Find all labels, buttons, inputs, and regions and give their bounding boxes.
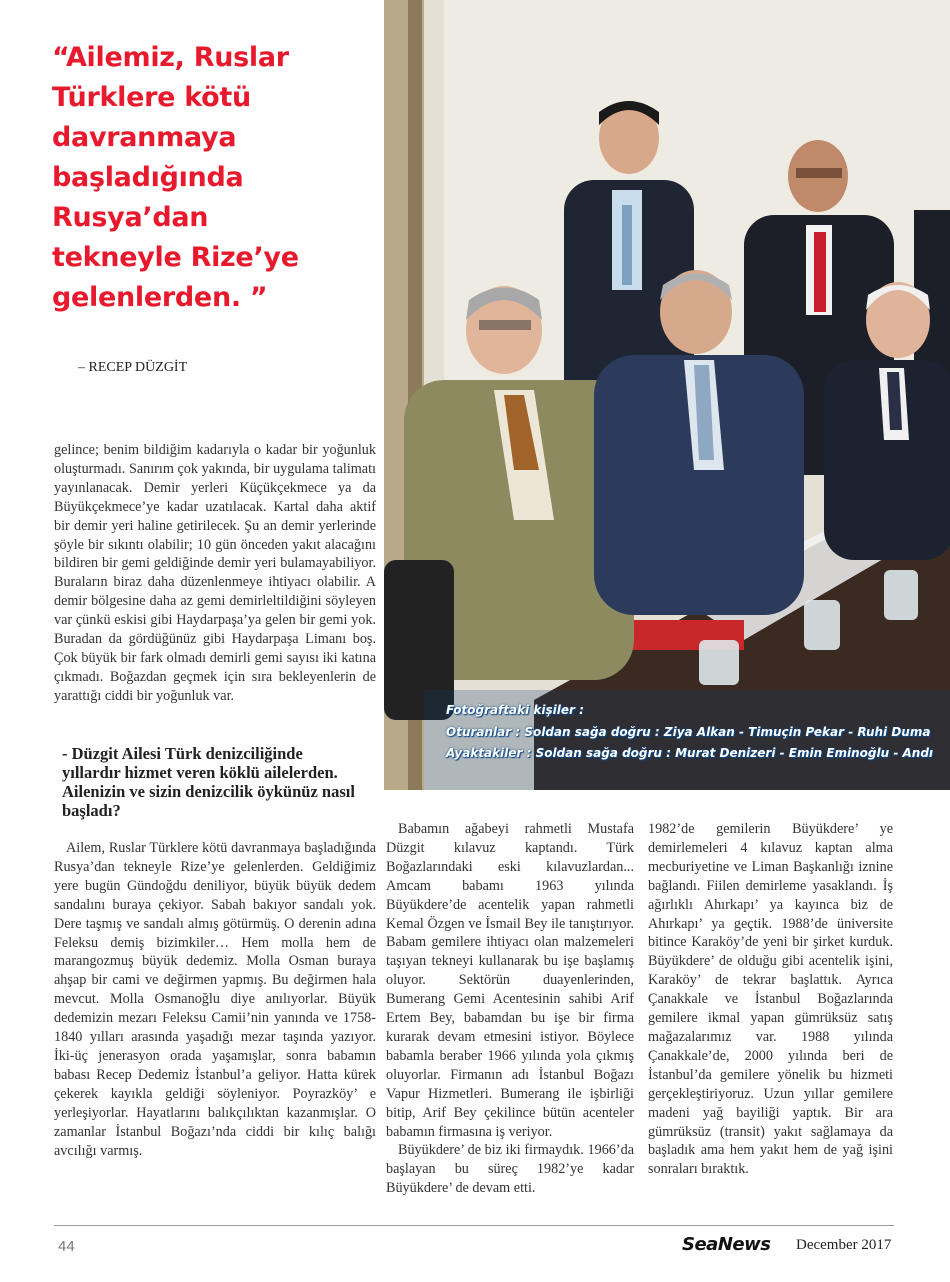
quote-attribution: – RECEP DÜZGİT — [78, 360, 188, 375]
group-photo-illustration — [384, 0, 950, 790]
article-paragraph: Babamın ağabeyi rahmetli Mustafa Düzgit kılavuz kaptandı. Türk Boğazlarındaki eski kılavuzlardan... Amcam babamı 1963 yılında Büyükdere’de acentelik yapan rahmetli Kemal Özgen ve İsmail Bey ile tanıştırıyor. Babam gemilere ihtiyacı olan malzemeleri taşıyan tekneyi kullanarak bu işe başlamış oluyor. Sektörün duayenlerinden, Bumerang Gemi Acentesinin sahibi Arif Ertem Bey, babamdan bu işe bir firma kurarak devam etmesini istiyor. Böylece babamla beraber 1966 yılında yola çıkmış oluyorlar. Firmanın adı İstanbul Boğazı Vapur Hizmetleri. Bumerang ile işbirliği bitip, Arif Bey çekilince bütün acenteler babamın firmasına iş veriyor. — [386, 821, 634, 1140]
page-number: 44 — [58, 1238, 75, 1255]
group-photo — [384, 0, 950, 790]
article-column-2 — [386, 820, 634, 1198]
article-paragraph: Ailem, Ruslar Türklere kötü davranmaya başladığında Rusya’dan tekneyle Rize’ye gelenlerden. Geldiğimiz yere bugün Gündoğdu deniliyor, büyük büyük dedem sandalını buraya çekiyor. Sabah bakıyor sandalı yok. Dere taşmış ve sandalı almış götürmüş. O derenin adına Feleksu demiş bizimkiler… Hem molla hem de marangozmuş büyük dedemiz. Molla Osman buraya ahşap bir cami ve değirmen yapmış. Bu değirmen hala mevcut. Molla Osmanoğlu diye anılıyorlar. Büyük dedemizin mezarı Feleksu Camii’nin yanında ve 1758-1840 yılları arasında yaşadığı mezar taşında yazıyor. İki-üç jenerasyon orada yaşamışlar, sonra babamın babası Recep Dedemiz İstanbul’a geliyor. Hatta kürek çekerek kayıkla geldiği söyleniyor. Poyrazköy’ e yerleşiyorlar. Hayatlarını balıkçılıktan kazanmışlar. O zamanlar İstanbul Boğazı’nda ciddi bir kılıç balığı avcılığı varmış. — [54, 840, 376, 1159]
article-column-3 — [648, 820, 893, 1179]
photo-caption-standing: Ayaktakiler : Soldan sağa doğru : Murat Denizeri - Emin Eminoğlu - Andı — [446, 746, 934, 760]
footer-divider — [54, 1225, 894, 1226]
article-paragraph: 1982’de gemilerin Büyükdere’ ye demirlemeleri 4 kılavuz kaptan alma mecburiyetine ve Liman Başkanlığı iznine bağlandı. Fiilen demirleme yasaklandı. İş ağırlıklı Ahırkapı’ ya kayınca biz de Ahırkapı’ ya geçtik. 1988’de üniversite bitince Karaköy’de yeni bir şirket kurduk. Büyükdere’ de olduğu gibi acentelik işini, Karaköy’ de tekrar başlattık. Ayrıca Çanakkale ve İstanbul Boğazlarında gemilere ikmal yapan gümrüksüz satış mağazalarımız var. 1988 yılında Çanakkale’de, 2000 yılında beri de İstanbul’da gemilere yönelik bu hizmeti gerçekleştiriyoruz. Uzun yıllar gemilere madeni yağ bayiliği yaptık. Bir ara gümrüksüz (transit) yakıt sağlamaya da başladık ama hem yakıt hem de yağ işini sonraları bıraktık. — [648, 821, 893, 1178]
interview-question: - Düzgit Ailesi Türk denizciliğinde yıllardır hizmet veren köklü ailelerden. Ailenizin ve sizin denizcilik öykünüz nasıl başladı? — [62, 744, 355, 820]
article-column-1 — [54, 839, 376, 1160]
article-column-1-top — [54, 441, 376, 706]
article-paragraph: Büyükdere’ de biz iki firmaydık. 1966’da başlayan bu süreç 1982’ye kadar Büyükdere’ de devam etti. — [386, 1142, 634, 1197]
pull-quote: “Ailemiz, Ruslar Türklere kötü davranmaya başladığında Rusya’dan tekneyle Rize’ye gelenlerden. ” — [52, 42, 299, 313]
magazine-logo: SeaNews — [682, 1234, 771, 1255]
photo-caption-seated: Oturanlar : Soldan sağa doğru : Ziya Alkan - Timuçin Pekar - Ruhi Duma — [446, 725, 931, 739]
photo-caption-heading: Fotoğraftaki kişiler : — [446, 703, 584, 717]
article-paragraph: gelince; benim bildiğim kadarıyla o kadar bir yoğunluk oluşturmadı. Sanırım çok yakında, bir uygulama talimatı yayınlanacak. Demir yerleri Küçükçekmece ya da Büyükçekmece’ye kadar uzatılacak. Kartal daha aktif bir demir yeri haline getirilecek. Şu an demir yerlerinde şöyle bir sıkıntı olabilir; 10 gün önceden yakıt alacağını bildiren bir gemi geldiğinde demir yeri bulamayabiliyor. Buraların biraz daha düzenlenmeye ihtiyacı olabilir. A demir bölgesine daha az gemi demirleltildiğini söyleyen var çünkü eskisi gibi Haydarpaşa’ya gelen bir gemi yok. Buradan da gördüğünüz gibi Haydarpaşa Limanı boş. Çok büyük bir fark olmadı demirli gemi sayısı iki katına çıkmadı. Boğazdan geçmek için sıra bekleyenlerin de yarattığı ciddi bir yoğunluk var. — [54, 442, 376, 704]
issue-date: December 2017 — [796, 1237, 892, 1253]
